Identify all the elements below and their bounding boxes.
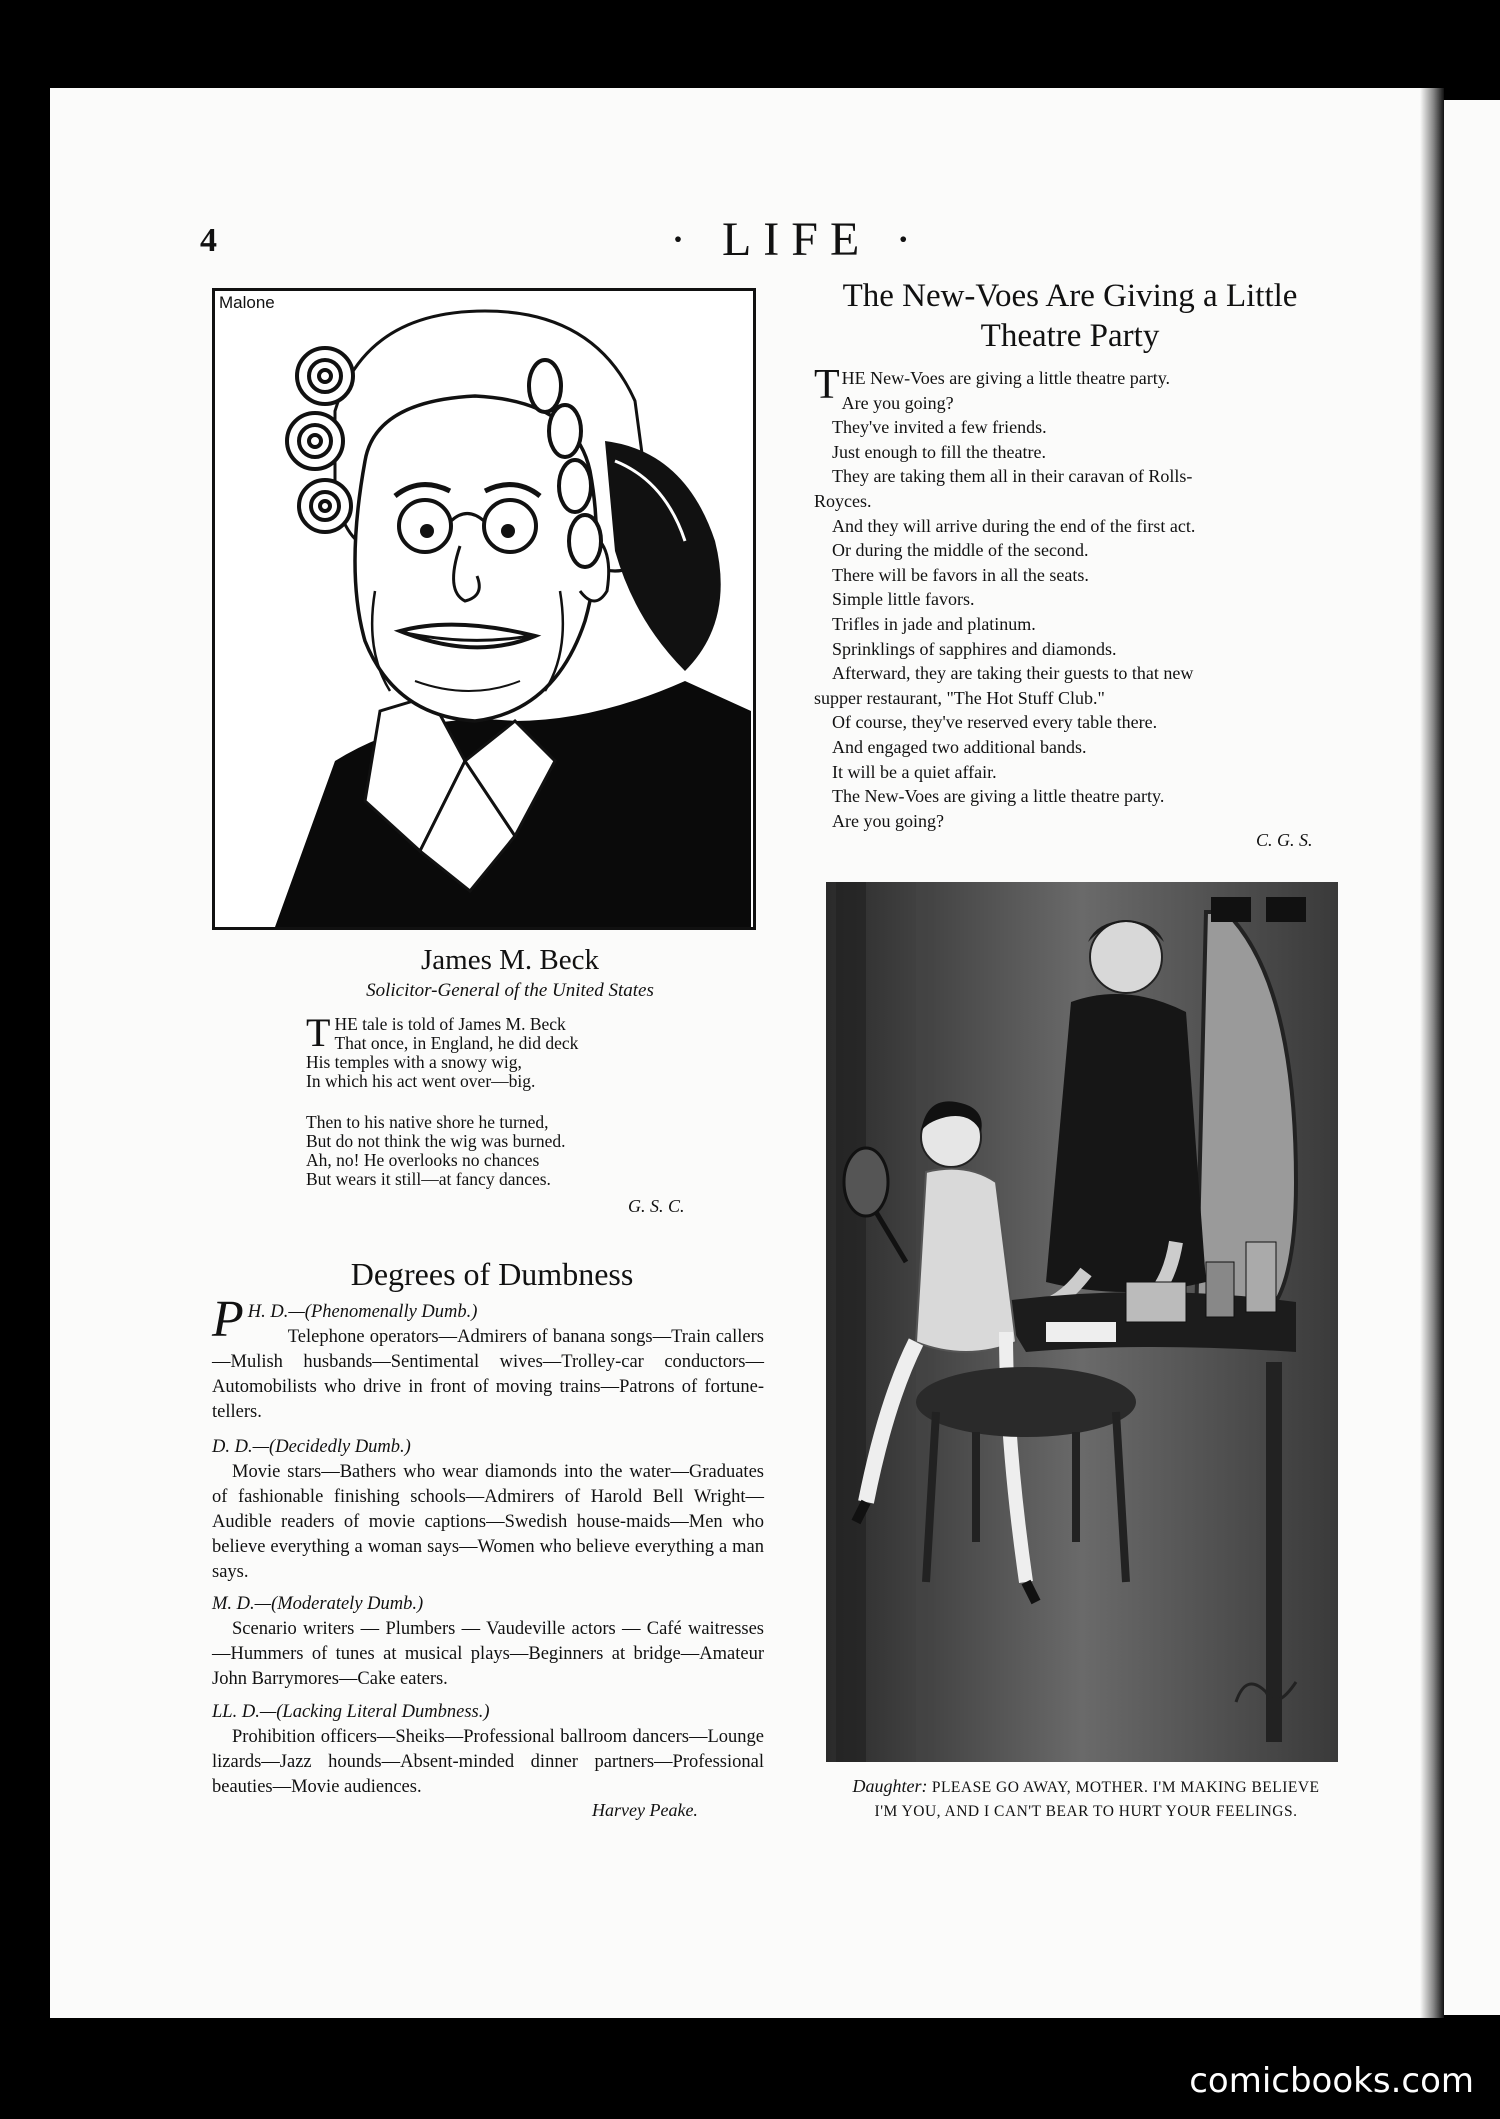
dd-section [212,1435,764,1585]
poem-line: They are taking them all in their caravan of Rolls- [832,466,1193,487]
site-watermark: comicbooks.com [1189,2061,1474,2101]
poem-line: Of course, they've reserved every table there. [832,712,1158,733]
beck-stanza-2 [306,1113,726,1189]
caption-line-1 [808,1774,1364,1800]
poem-line: Trifles in jade and platinum. [832,613,1036,634]
dressing-table-illustration [826,882,1338,1762]
poem-line: But wears it still—at fancy dances. [306,1169,551,1189]
poem-line: And engaged two additional bands. [832,736,1087,757]
caption-speaker: Daughter: [852,1776,928,1796]
poem-line: Are you going? [841,392,954,413]
poem-line: But do not think the wig was burned. [306,1131,566,1151]
poem-line: His temples with a snowy wig, [306,1052,522,1072]
caption-text: PLEASE GO AWAY, MOTHER. I'M MAKING BELIEVE [931,1779,1320,1796]
poem-line: The New-Voes are giving a little theatre party. [832,786,1165,807]
voes-title-line: Theatre Party [980,318,1160,354]
voes-credit: C. G. S. [1256,830,1313,850]
section-body: Telephone operators—Admirers of banana songs—Train callers—Mulish husbands—Sentimental wives—Trolley-car conductors—Automobilists who drive in front of moving trains—Patrons of fortune-tellers. [212,1327,764,1422]
section-heading: M. D.—(Moderately Dumb.) [212,1594,424,1614]
masthead: · LIFE · [670,213,924,266]
poem-line: Simple little favors. [832,589,975,610]
poem-line: HE tale is told of James M. Beck [334,1014,566,1034]
beck-stanza-1 [306,1010,726,1091]
poem-line: It will be a quiet affair. [832,761,997,782]
illustration-caption [808,1774,1364,1824]
dumbness-credit: Harvey Peake. [592,1800,698,1820]
phd-section [212,1291,764,1425]
voes-title-line: The New-Voes Are Giving a Little [842,278,1298,314]
poem-line: There will be favors in all the seats. [832,564,1089,585]
poem-line: Then to his native shore he turned, [306,1112,549,1132]
poem-line: Afterward, they are taking their guests to that new [832,663,1194,684]
poem-line: supper restaurant, "The Hot Stuff Club." [814,687,1105,708]
section-heading: LL. D.—(Lacking Literal Dumbness.) [212,1702,490,1722]
beck-credit: G. S. C. [628,1196,685,1216]
poem-line: In which his act went over—big. [306,1071,536,1091]
page-number: 4 [200,222,217,259]
beck-subtitle: Solicitor-General of the United States [366,980,654,1001]
poem-line: That once, in England, he did deck [334,1033,579,1053]
poem-line: Ah, no! He overlooks no chances [306,1150,540,1170]
dumbness-title: Degrees of Dumbness [350,1256,634,1292]
section-body: Movie stars—Bathers who wear diamonds into the water—Graduates of fashionable finishing schools—Admirers of Harold Bell Wright—Audible readers of movie captions—Swedish house-maids—Men who believe everything a woman says—Women who believe everything a man says. [212,1462,764,1582]
poem-line: Are you going? [832,810,944,831]
caption-line-2: I'M YOU, AND I CAN'T BEAR TO HURT YOUR FEELINGS. [874,1803,1298,1820]
illustration-drawing [826,882,1338,1762]
beck-title: James M. Beck [421,944,599,976]
md-section [212,1592,764,1692]
beck-caricature [212,288,756,930]
drop-cap: P [212,1291,244,1348]
voes-poem [814,362,1356,833]
poem-line: Royces. [814,490,872,511]
page-gutter [1420,88,1444,2018]
poem-line: HE New-Voes are giving a little theatre party. [841,368,1171,388]
caricature-drawing [215,291,753,927]
drop-cap: T [814,362,840,408]
section-heading: H. D.—(Phenomenally Dumb.) [247,1302,478,1322]
poem-line: Sprinklings of sapphires and diamonds. [832,638,1117,659]
poem-line: And they will arrive during the end of the first act. [832,515,1196,536]
next-page-edge [1444,100,1500,2015]
poem-line: They've invited a few friends. [832,417,1047,438]
lld-section [212,1700,764,1800]
poem-line: Or during the middle of the second. [832,540,1089,561]
poem-line: Just enough to fill the theatre. [832,441,1046,462]
section-body: Scenario writers — Plumbers — Vaudeville actors — Café waitresses—Hummers of tunes at musical plays—Beginners at bridge—Amateur John Barrymores—Cake eaters. [212,1619,764,1689]
section-body: Prohibition officers—Sheiks—Professional ballroom dancers—Lounge lizards—Jazz hounds—Absent-minded dinner partners—Professional beauties—Movie audiences. [212,1727,764,1797]
drop-cap: T [306,1010,331,1055]
voes-title [800,276,1340,356]
artist-signature: Malone [219,293,275,312]
section-heading: D. D.—(Decidedly Dumb.) [212,1437,411,1457]
